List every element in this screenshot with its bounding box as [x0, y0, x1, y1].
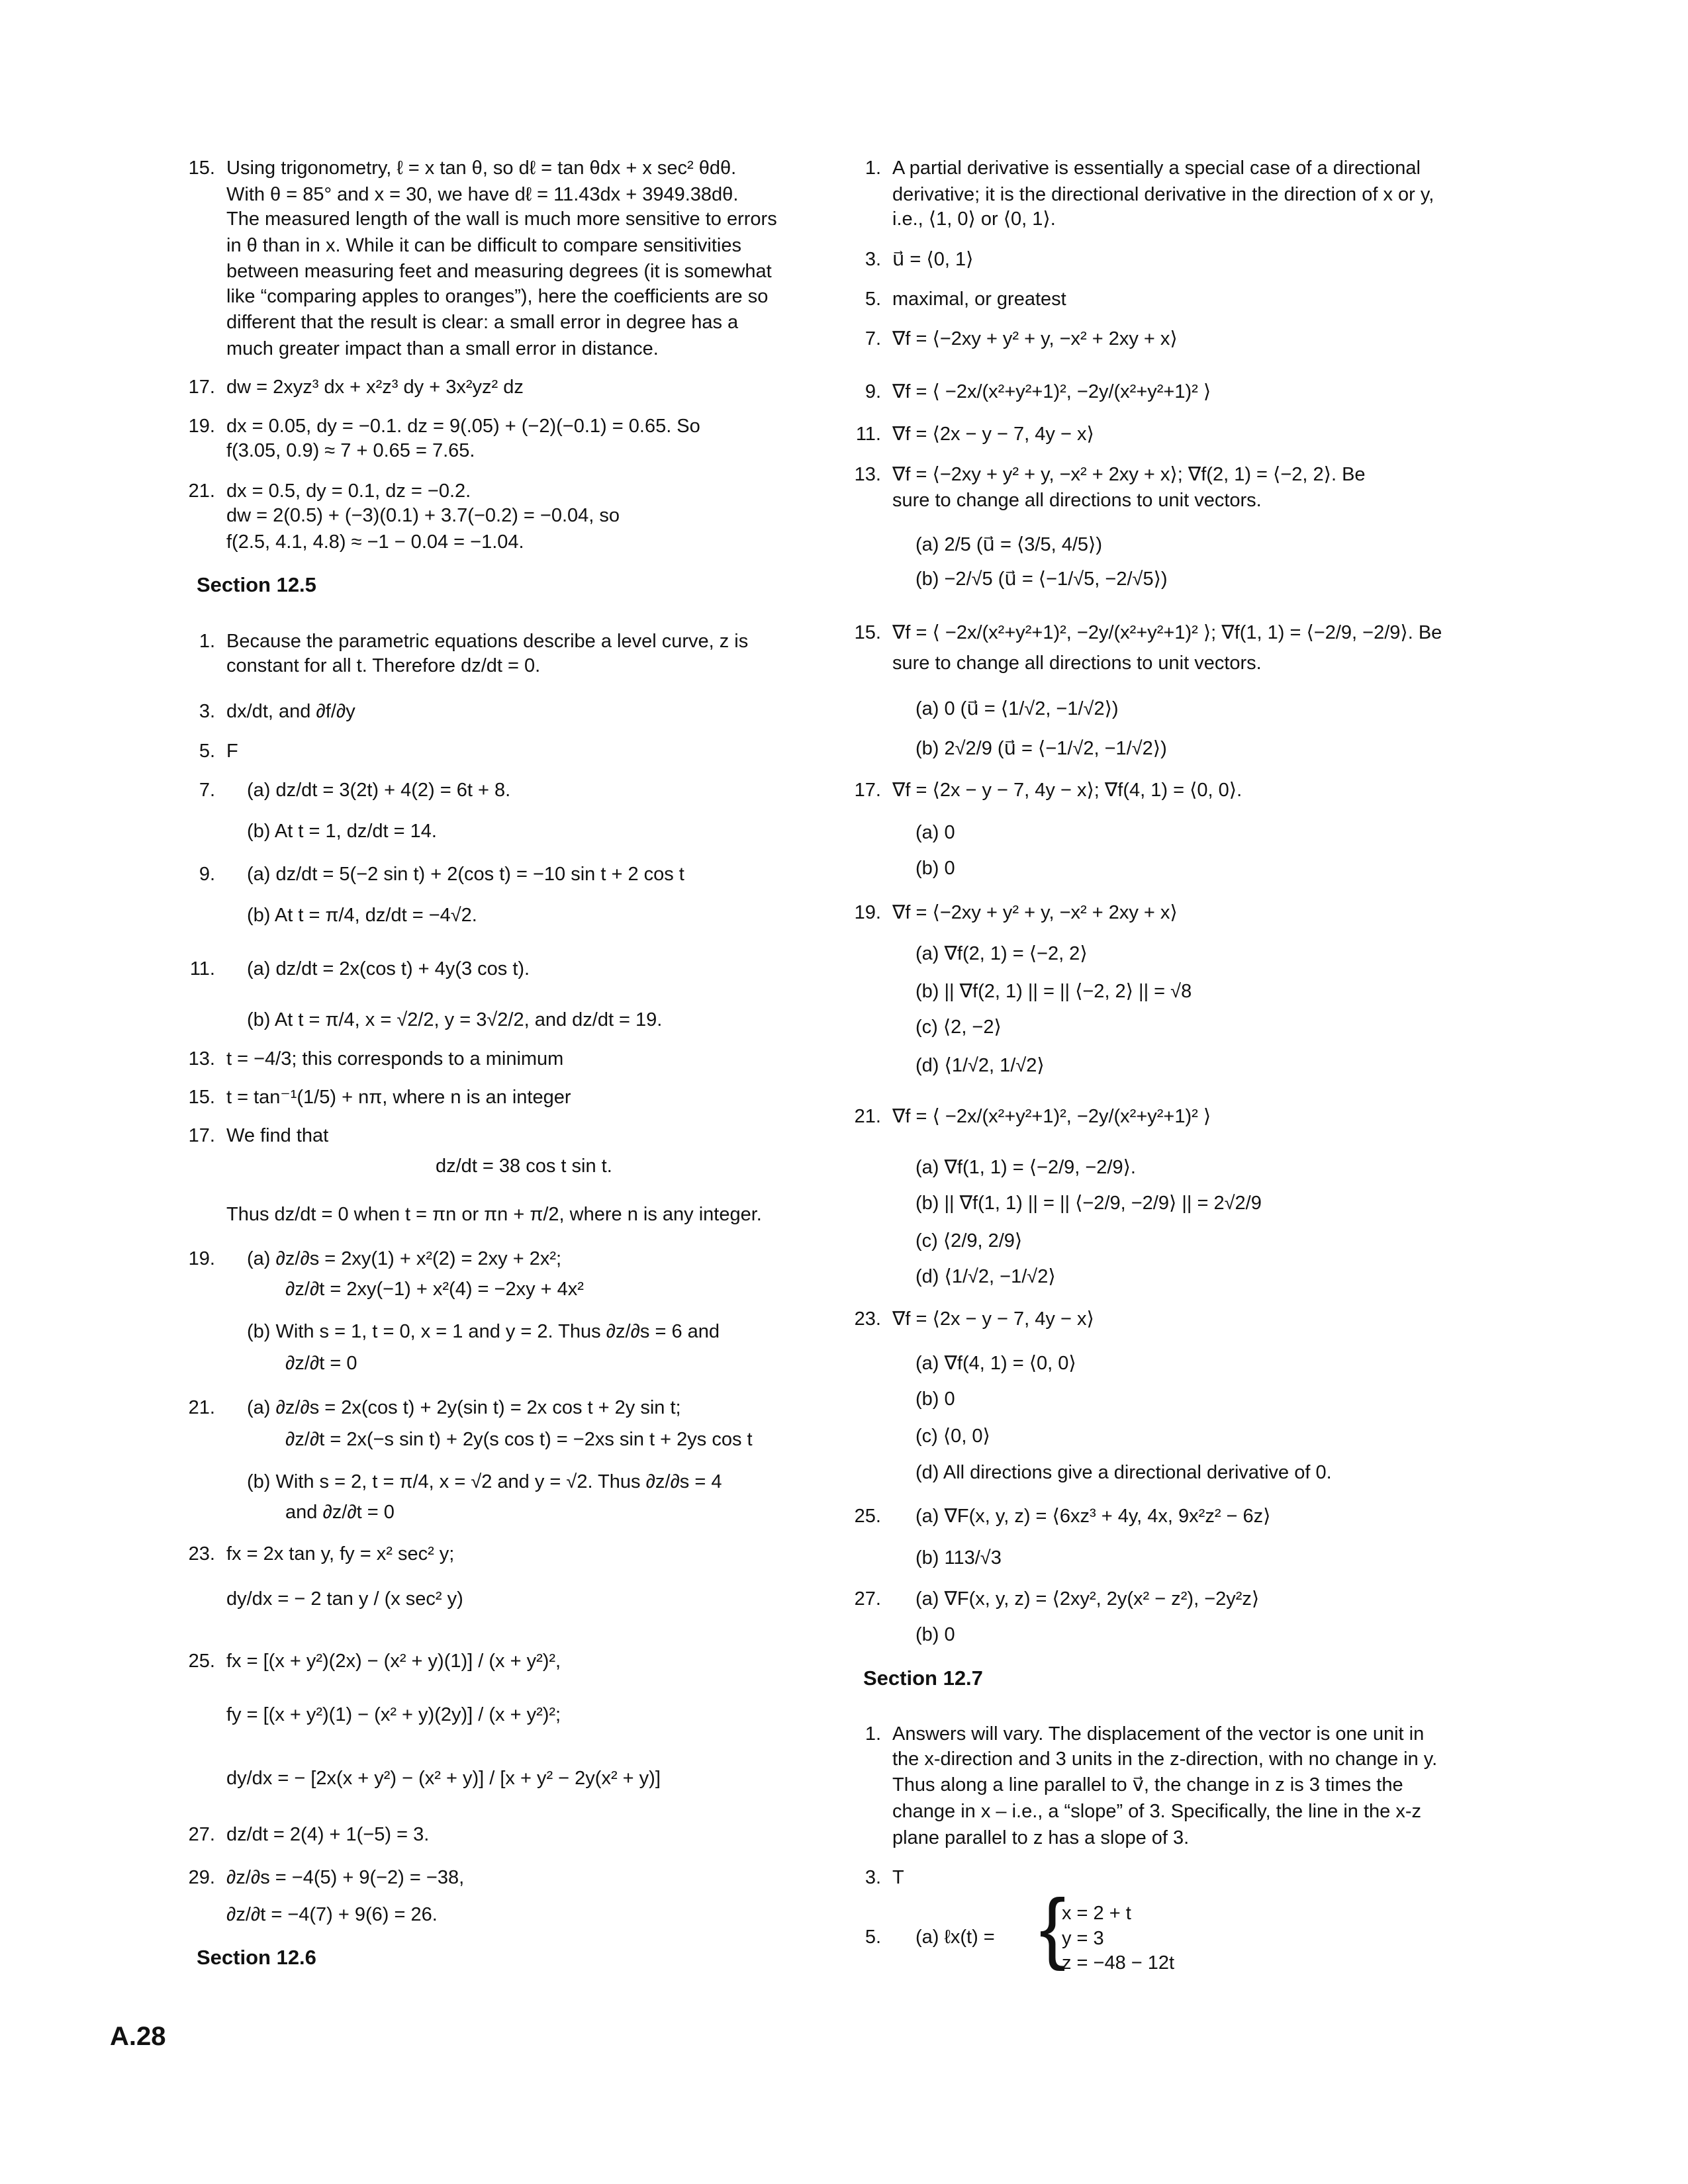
- left-answer-line: (b) At t = π/4, dz/dt = −4√2.: [247, 905, 477, 926]
- left-answer-line: dy/dx = − 2 tan y / (x sec² y): [226, 1588, 463, 1610]
- left-answer-line: like “comparing apples to oranges”), here the coefficients are so: [226, 286, 769, 307]
- left-answer-line: dy/dx = − [2x(x + y²) − (x² + y)] / [x + y² − 2y(x² + y)]: [226, 1768, 661, 1789]
- left-answer-line: t = −4/3; this corresponds to a minimum: [226, 1048, 564, 1069]
- left-answer-line: constant for all t. Therefore dz/dt = 0.: [226, 655, 541, 676]
- right-answer-line: derivative; it is the directional derivative in the direction of x or y,: [892, 184, 1434, 205]
- right-answer-line: (b) 0: [915, 1388, 955, 1410]
- right-answer-line: sure to change all directions to unit vectors.: [892, 653, 1262, 674]
- left-problem-number: 27.: [188, 1824, 215, 1845]
- right-problem-number: 5.: [865, 1927, 881, 1948]
- left-problem-number: 1.: [199, 631, 215, 652]
- left-answer-line: dx = 0.5, dy = 0.1, dz = −0.2.: [226, 480, 471, 502]
- left-problem-number: 9.: [199, 864, 215, 885]
- right-answer-line: plane parallel to z has a slope of 3.: [892, 1827, 1190, 1848]
- right-problem-number: 1.: [865, 1723, 881, 1745]
- left-answer-line: and ∂z/∂t = 0: [285, 1502, 395, 1523]
- left-answer-line: dw = 2xyz³ dx + x²z³ dy + 3x²yz² dz: [226, 377, 524, 398]
- right-answer-line: z = −48 − 12t: [1062, 1952, 1175, 1974]
- left-answer-line: F: [226, 741, 238, 762]
- right-problem-number: 5.: [865, 289, 881, 310]
- right-answer-line: (b) 113/√3: [915, 1547, 1002, 1569]
- left-answer-line: different that the result is clear: a small error in degree has a: [226, 312, 739, 333]
- right-answer-line: change in x – i.e., a “slope” of 3. Specifically, the line in the x-z: [892, 1801, 1421, 1822]
- left-answer-line: much greater impact than a small error in distance.: [226, 338, 659, 359]
- left-answer-line: dx = 0.05, dy = −0.1. dz = 9(.05) + (−2)(−0.1) = 0.65. So: [226, 416, 700, 437]
- right-answer-line: ∇f = ⟨2x − y − 7, 4y − x⟩: [892, 1308, 1094, 1330]
- left-answer-line: dw = 2(0.5) + (−3)(0.1) + 3.7(−0.2) = −0.04, so: [226, 505, 620, 526]
- left-answer-line: ∂z/∂t = 2xy(−1) + x²(4) = −2xy + 4x²: [285, 1279, 584, 1300]
- left-problem-number: 17.: [188, 1125, 215, 1146]
- right-answer-line: ∇f = ⟨−2xy + y² + y, −x² + 2xy + x⟩: [892, 902, 1178, 923]
- section-heading-12-7: Section 12.7: [863, 1666, 983, 1690]
- right-problem-number: 17.: [854, 780, 881, 801]
- left-problem-number: 29.: [188, 1867, 215, 1888]
- right-problem-number: 3.: [865, 249, 881, 270]
- left-problem-number: 11.: [189, 958, 215, 979]
- right-problem-number: 11.: [855, 424, 881, 445]
- left-answer-line: fy = [(x + y²)(1) − (x² + y)(2y)] / (x + y²)²;: [226, 1704, 561, 1725]
- right-answer-line: (c) ⟨2/9, 2/9⟩: [915, 1230, 1023, 1251]
- left-problem-number: 3.: [199, 701, 215, 722]
- right-answer-line: (d) ⟨1/√2, 1/√2⟩: [915, 1055, 1045, 1076]
- right-answer-line: (b) 0: [915, 1624, 955, 1645]
- left-answer-line: ∂z/∂s = −4(5) + 9(−2) = −38,: [226, 1867, 465, 1888]
- right-answer-line: (a) ∇f(1, 1) = ⟨−2/9, −2/9⟩.: [915, 1157, 1136, 1178]
- right-problem-number: 19.: [854, 902, 881, 923]
- right-problem-number: 27.: [854, 1588, 881, 1610]
- left-answer-line: The measured length of the wall is much more sensitive to errors: [226, 208, 777, 230]
- right-answer-line: sure to change all directions to unit vectors.: [892, 490, 1262, 511]
- section-heading-12-6: Section 12.6: [197, 1946, 316, 1969]
- right-answer-line: (d) All directions give a directional derivative of 0.: [915, 1462, 1332, 1483]
- left-problem-number: 19.: [188, 1248, 215, 1269]
- right-answer-line: (d) ⟨1/√2, −1/√2⟩: [915, 1266, 1056, 1287]
- right-answer-line: (b) || ∇f(2, 1) || = || ⟨−2, 2⟩ || = √8: [915, 981, 1192, 1002]
- right-problem-number: 7.: [865, 328, 881, 349]
- right-answer-line: (c) ⟨2, −2⟩: [915, 1017, 1002, 1038]
- left-answer-line: (a) dz/dt = 5(−2 sin t) + 2(cos t) = −10 sin t + 2 cos t: [247, 864, 684, 885]
- left-problem-number: 23.: [188, 1543, 215, 1565]
- left-answer-line: (a) dz/dt = 3(2t) + 4(2) = 6t + 8.: [247, 780, 511, 801]
- right-answer-line: (b) 0: [915, 858, 955, 879]
- right-answer-line: ∇f = ⟨2x − y − 7, 4y − x⟩; ∇f(4, 1) = ⟨0, 0⟩.: [892, 780, 1243, 801]
- right-answer-line: (b) || ∇f(1, 1) || = || ⟨−2/9, −2/9⟩ || = 2√2/9: [915, 1193, 1262, 1214]
- right-problem-number: 1.: [865, 158, 881, 179]
- left-answer-line: fx = 2x tan y, fy = x² sec² y;: [226, 1543, 455, 1565]
- left-answer-line: (a) ∂z/∂s = 2xy(1) + x²(2) = 2xy + 2x²;: [247, 1248, 562, 1269]
- right-problem-number: 25.: [854, 1506, 881, 1527]
- right-answer-line: ∇f = ⟨ −2x/(x²+y²+1)², −2y/(x²+y²+1)² ⟩: [892, 381, 1211, 402]
- page-number: A.28: [110, 2022, 166, 2051]
- left-answer-line: (b) With s = 2, t = π/4, x = √2 and y = √2. Thus ∂z/∂s = 4: [247, 1471, 722, 1492]
- left-answer-line: (b) With s = 1, t = 0, x = 1 and y = 2. Thus ∂z/∂s = 6 and: [247, 1321, 720, 1342]
- right-answer-line: A partial derivative is essentially a special case of a directional: [892, 158, 1421, 179]
- right-answer-line: ∇f = ⟨ −2x/(x²+y²+1)², −2y/(x²+y²+1)² ⟩: [892, 1106, 1211, 1127]
- right-answer-line: (a) 2/5 (u⃗ = ⟨3/5, 4/5⟩): [915, 534, 1102, 555]
- section-heading-12-5: Section 12.5: [197, 573, 316, 596]
- left-answer-line: (b) At t = 1, dz/dt = 14.: [247, 821, 437, 842]
- left-answer-line: Using trigonometry, ℓ = x tan θ, so dℓ = tan θdx + x sec² θdθ.: [226, 158, 737, 179]
- right-answer-line: Thus along a line parallel to v⃗, the change in z is 3 times the: [892, 1774, 1403, 1796]
- left-problem-number: 7.: [199, 780, 215, 801]
- right-answer-line: the x-direction and 3 units in the z-direction, with no change in y.: [892, 1749, 1438, 1770]
- left-answer-line: Because the parametric equations describe a level curve, z is: [226, 631, 749, 652]
- left-answer-line: in θ than in x. While it can be difficult to compare sensitivities: [226, 235, 742, 256]
- left-problem-number: 19.: [188, 416, 215, 437]
- piecewise-brace: {: [1039, 1883, 1066, 1972]
- left-answer-line: between measuring feet and measuring degrees (it is somewhat: [226, 261, 772, 282]
- left-answer-line: ∂z/∂t = 0: [285, 1353, 357, 1374]
- left-answer-line: dx/dt, and ∂f/∂y: [226, 701, 355, 722]
- left-answer-line: (a) ∂z/∂s = 2x(cos t) + 2y(sin t) = 2x cos t + 2y sin t;: [247, 1397, 681, 1418]
- right-answer-line: (a) ∇F(x, y, z) = ⟨6xz³ + 4y, 4x, 9x²z² − 6z⟩: [915, 1506, 1271, 1527]
- right-answer-line: (a) 0: [915, 822, 955, 843]
- left-answer-line: f(3.05, 0.9) ≈ 7 + 0.65 = 7.65.: [226, 440, 475, 461]
- right-answer-line: T: [892, 1867, 904, 1888]
- right-answer-line: ∇f = ⟨ −2x/(x²+y²+1)², −2y/(x²+y²+1)² ⟩; ∇f(1, 1) = ⟨−2/9, −2/9⟩. Be: [892, 622, 1442, 643]
- right-answer-line: (b) 2√2/9 (u⃗ = ⟨−1/√2, −1/√2⟩): [915, 738, 1167, 759]
- right-answer-line: (a) ∇f(2, 1) = ⟨−2, 2⟩: [915, 943, 1088, 964]
- right-answer-line: (b) −2/√5 (u⃗ = ⟨−1/√5, −2/√5⟩): [915, 569, 1168, 590]
- left-answer-line: We find that: [226, 1125, 329, 1146]
- left-problem-number: 15.: [188, 1087, 215, 1108]
- left-problem-number: 21.: [188, 1397, 215, 1418]
- left-problem-number: 21.: [188, 480, 215, 502]
- right-answer-line: (c) ⟨0, 0⟩: [915, 1426, 990, 1447]
- right-answer-line: (a) ∇f(4, 1) = ⟨0, 0⟩: [915, 1353, 1076, 1374]
- left-problem-number: 5.: [199, 741, 215, 762]
- right-problem-number: 15.: [854, 622, 881, 643]
- left-answer-line: fx = [(x + y²)(2x) − (x² + y)(1)] / (x + y²)²,: [226, 1651, 561, 1672]
- right-answer-line: ∇f = ⟨−2xy + y² + y, −x² + 2xy + x⟩; ∇f(2, 1) = ⟨−2, 2⟩. Be: [892, 464, 1366, 485]
- right-answer-line: i.e., ⟨1, 0⟩ or ⟨0, 1⟩.: [892, 208, 1056, 230]
- right-answer-line: ∇f = ⟨2x − y − 7, 4y − x⟩: [892, 424, 1094, 445]
- left-answer-line: f(2.5, 4.1, 4.8) ≈ −1 − 0.04 = −1.04.: [226, 531, 524, 553]
- left-answer-line: (a) dz/dt = 2x(cos t) + 4y(3 cos t).: [247, 958, 530, 979]
- left-answer-line: t = tan⁻¹(1/5) + nπ, where n is an integer: [226, 1087, 571, 1108]
- right-problem-number: 23.: [854, 1308, 881, 1330]
- left-answer-line: ∂z/∂t = −4(7) + 9(6) = 26.: [226, 1904, 438, 1925]
- right-problem-number: 13.: [854, 464, 881, 485]
- left-answer-line: (b) At t = π/4, x = √2/2, y = 3√2/2, and dz/dt = 19.: [247, 1009, 663, 1030]
- right-answer-line: (a) ℓx(t) =: [915, 1927, 995, 1948]
- left-problem-number: 25.: [188, 1651, 215, 1672]
- left-answer-line: dz/dt = 2(4) + 1(−5) = 3.: [226, 1824, 430, 1845]
- right-answer-line: u⃗ = ⟨0, 1⟩: [892, 249, 974, 270]
- left-answer-line: With θ = 85° and x = 30, we have dℓ = 11.43dx + 3949.38dθ.: [226, 184, 739, 205]
- right-answer-line: (a) 0 (u⃗ = ⟨1/√2, −1/√2⟩): [915, 698, 1119, 719]
- left-problem-number: 17.: [188, 377, 215, 398]
- right-answer-line: ∇f = ⟨−2xy + y² + y, −x² + 2xy + x⟩: [892, 328, 1178, 349]
- left-answer-line: Thus dz/dt = 0 when t = πn or πn + π/2, where n is any integer.: [226, 1204, 762, 1225]
- right-problem-number: 9.: [865, 381, 881, 402]
- left-problem-number: 13.: [188, 1048, 215, 1069]
- right-answer-line: y = 3: [1062, 1928, 1104, 1949]
- left-problem-number: 15.: [188, 158, 215, 179]
- right-answer-line: (a) ∇F(x, y, z) = ⟨2xy², 2y(x² − z²), −2y²z⟩: [915, 1588, 1260, 1610]
- right-answer-line: x = 2 + t: [1062, 1903, 1131, 1924]
- right-problem-number: 3.: [865, 1867, 881, 1888]
- right-answer-line: Answers will vary. The displacement of the vector is one unit in: [892, 1723, 1425, 1745]
- left-answer-line: dz/dt = 38 cos t sin t.: [436, 1156, 612, 1177]
- right-answer-line: maximal, or greatest: [892, 289, 1066, 310]
- right-problem-number: 21.: [854, 1106, 881, 1127]
- left-answer-line: ∂z/∂t = 2x(−s sin t) + 2y(s cos t) = −2xs sin t + 2ys cos t: [285, 1429, 753, 1450]
